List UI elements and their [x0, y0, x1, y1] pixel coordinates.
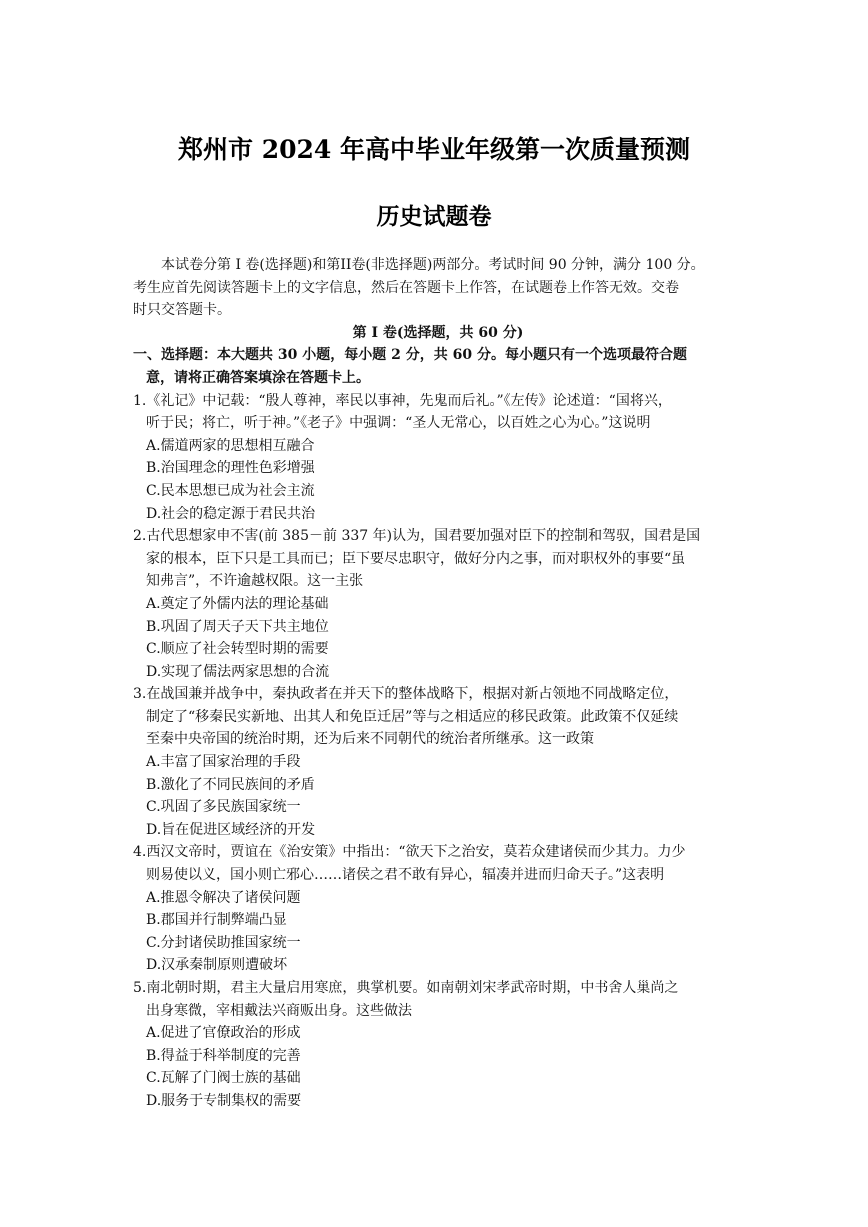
option-c: C.顺应了社会转型时期的需要: [146, 641, 329, 658]
question-2: [133, 525, 743, 683]
question-stem-line: 听于民；将亡，听于神。”《老子》中强调：“圣人无常心，以百姓之心为心。”这说明: [146, 415, 651, 432]
question-stem-line: 4.西汉文帝时，贾谊在《治安策》中指出：“欲天下之治安，莫若众建诸侯而少其力。力少: [133, 844, 686, 861]
option-a: A.奠定了外儒内法的理论基础: [146, 595, 329, 612]
question-stem-line: 则易使以义，国小则亡邪心……诸侯之君不敢有异心，辐凑并进而归命天子。”这表明: [146, 867, 665, 884]
intro-line: 本试卷分第 I 卷(选择题)和第II卷(非选择题)两部分。考试时间 90 分钟，满分 100 分。: [161, 257, 705, 273]
option-c: C.民本思想已成为社会主流: [146, 482, 315, 499]
option-b: B.巩固了周天子天下共主地位: [146, 618, 329, 635]
option-c: C.分封诸侯助推国家统一: [146, 934, 301, 951]
option-d: D.社会的稳定源于君民共治: [146, 505, 316, 522]
question-3: [133, 683, 743, 841]
question-stem-line: 知弗言”，不许逾越权限。这一主张: [146, 573, 364, 590]
question-stem-line: 制定了“移秦民实新地、出其人和免臣迁居”等与之相适应的移民政策。此政策不仅延续: [146, 708, 679, 725]
option-a: A.丰富了国家治理的手段: [146, 754, 301, 771]
option-c: C.瓦解了门阀士族的基础: [146, 1070, 301, 1087]
option-b: B.得益于科举制度的完善: [146, 1047, 301, 1064]
instruction-line: 意，请将正确答案填涂在答题卡上。: [146, 369, 370, 386]
instruction-line: 一、选择题：本大题共 30 小题，每小题 2 分，共 60 分。每小题只有一个选项最符合题: [133, 347, 687, 364]
option-d: D.实现了儒法两家思想的合流: [146, 663, 330, 680]
question-stem-line: 出身寒微，宰相戴法兴商贩出身。这些做法: [146, 1002, 412, 1019]
question-5: [133, 977, 743, 1113]
page-subtitle: 历史试题卷: [376, 203, 492, 230]
question-stem-line: 3.在战国兼并战争中，秦执政者在并天下的整体战略下，根据对新占领地不同战略定位，: [133, 686, 679, 703]
option-a: A.促进了官僚政治的形成: [146, 1025, 301, 1042]
intro-paragraph: [133, 254, 743, 322]
question-stem-line: 5.南北朝时期，君主大量启用寒庶，典掌机要。如南朝刘宋孝武帝时期，中书舍人巢尚之: [133, 980, 679, 996]
question-stem-line: 家的根本，臣下只是工具而已；臣下要尽忠职守，做好分内之事，而对职权外的事要“虽: [146, 550, 686, 567]
option-d: D.汉承秦制原则遭破坏: [146, 957, 288, 974]
option-d: D.旨在促进区域经济的开发: [146, 821, 316, 838]
option-a: A.推恩令解决了诸侯问题: [146, 889, 301, 906]
page-title: 郑州市 2024 年高中毕业年级第一次质量预测: [178, 135, 690, 164]
exam-body: [133, 254, 743, 1113]
intro-line: 考生应首先阅读答题卡上的文字信息，然后在答题卡上作答，在试题卷上作答无效。交卷: [133, 279, 679, 296]
question-stem-line: 至秦中央帝国的统治时期，还为后来不同朝代的统治者所继承。这一政策: [146, 731, 594, 748]
option-a: A.儒道两家的思想相互融合: [146, 437, 315, 454]
option-b: B.治国理念的理性色彩增强: [146, 460, 315, 477]
question-4: [133, 841, 743, 977]
section-heading: 第 I 卷(选择题，共 60 分): [352, 324, 524, 341]
option-b: B.激化了不同民族间的矛盾: [146, 776, 315, 793]
question-stem-line: 2.古代思想家申不害(前 385－前 337 年)认为，国君要加强对臣下的控制和驾驭，国君是国: [133, 528, 701, 545]
intro-line: 时只交答题卡。: [133, 302, 231, 319]
question-stem-line: 1.《礼记》中记载：“殷人尊神，率民以事神，先鬼而后礼。”《左传》论述道：“国将兴，: [133, 392, 672, 409]
option-c: C.巩固了多民族国家统一: [146, 799, 301, 816]
option-b: B.郡国并行制弊端凸显: [146, 912, 287, 929]
option-d: D.服务于专制集权的需要: [146, 1092, 302, 1109]
section-instructions: [133, 344, 743, 389]
question-1: [133, 390, 743, 526]
